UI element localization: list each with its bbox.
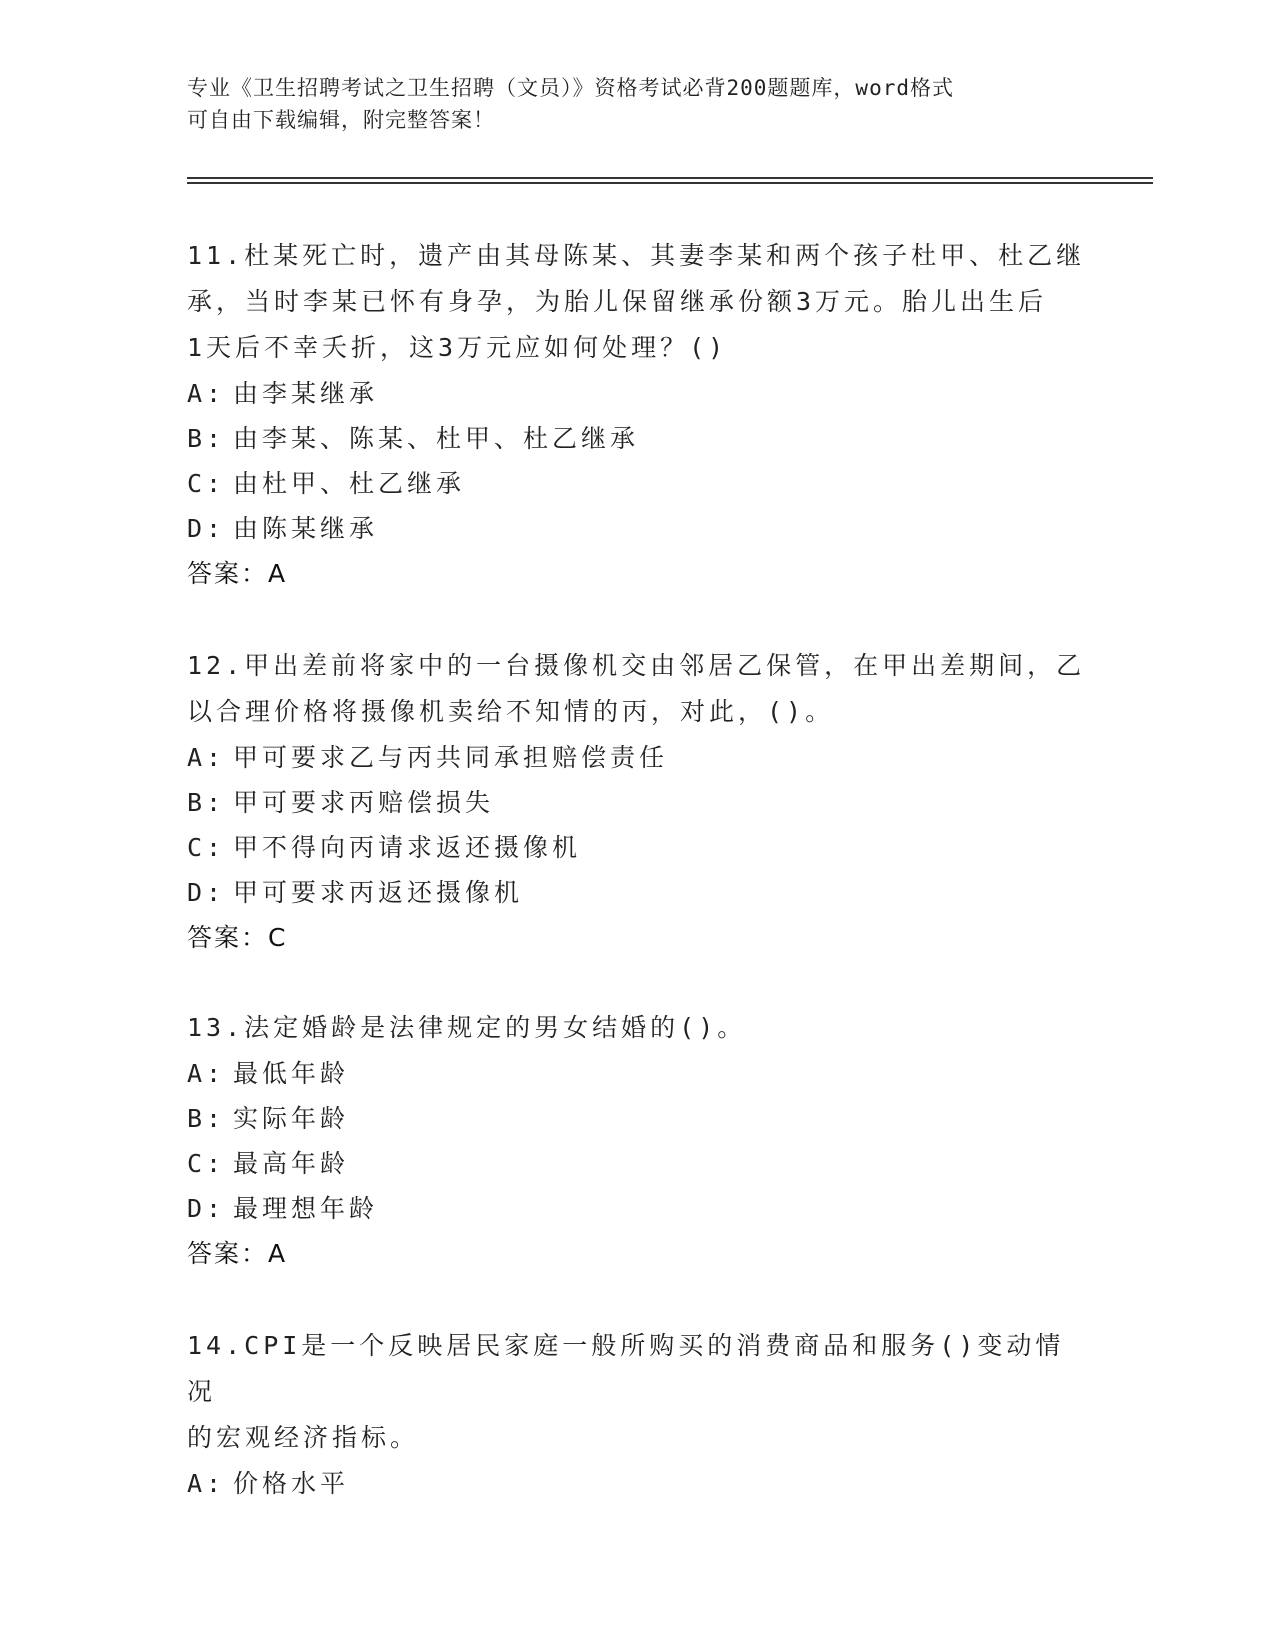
option-key: A: — [187, 743, 226, 772]
question-stem-line: 承，当时李某已怀有身孕，为胎儿保留继承份额3万元。胎儿出生后 — [187, 287, 1048, 316]
option-a — [187, 1461, 1087, 1506]
header-rule-top — [187, 177, 1153, 179]
option-key: C: — [187, 1149, 226, 1178]
option-key: D: — [187, 514, 226, 543]
option-b — [187, 416, 1087, 461]
option-d — [187, 506, 1087, 551]
option-text: 价格水平 — [233, 1469, 350, 1498]
question-stem-line: 12.甲出差前将家中的一台摄像机交由邻居乙保管，在甲出差期间，乙 — [187, 651, 1086, 680]
option-text: 由李某继承 — [233, 379, 379, 408]
option-text: 甲可要求丙赔偿损失 — [233, 788, 495, 817]
question-stem-line: 1天后不幸夭折，这3万元应如何处理？() — [187, 333, 728, 362]
option-key: A: — [187, 1059, 226, 1088]
option-key: C: — [187, 833, 226, 862]
option-c — [187, 1141, 1087, 1186]
option-c — [187, 825, 1087, 870]
option-d — [187, 870, 1087, 915]
option-a — [187, 371, 1087, 416]
option-key: B: — [187, 424, 226, 453]
option-text: 最低年龄 — [233, 1059, 350, 1088]
option-text: 由陈某继承 — [233, 514, 379, 543]
question-14 — [187, 1323, 1087, 1506]
option-key: A: — [187, 379, 226, 408]
answer-line: 答案：A — [187, 1239, 288, 1268]
question-stem-line: 13.法定婚龄是法律规定的男女结婚的()。 — [187, 1013, 747, 1042]
option-text: 甲可要求乙与丙共同承担赔偿责任 — [233, 743, 669, 772]
option-a — [187, 1051, 1087, 1096]
option-a — [187, 735, 1087, 780]
option-text: 甲可要求丙返还摄像机 — [233, 878, 524, 907]
question-12 — [187, 643, 1087, 961]
option-key: D: — [187, 1194, 226, 1223]
option-text: 甲不得向丙请求返还摄像机 — [233, 833, 582, 862]
option-key: C: — [187, 469, 226, 498]
option-text: 最理想年龄 — [233, 1194, 379, 1223]
option-text: 最高年龄 — [233, 1149, 350, 1178]
option-d — [187, 1186, 1087, 1231]
header-line-2: 可自由下载编辑，附完整答案！ — [187, 108, 495, 132]
document-header — [187, 72, 1067, 136]
question-13 — [187, 1005, 1087, 1277]
question-stem-line: 以合理价格将摄像机卖给不知情的丙，对此，()。 — [187, 697, 835, 726]
answer-line: 答案：C — [187, 923, 288, 952]
option-key: B: — [187, 1104, 226, 1133]
question-stem-line: 11.杜某死亡时，遗产由其母陈某、其妻李某和两个孩子杜甲、杜乙继 — [187, 241, 1086, 270]
question-stem-line: 的宏观经济指标。 — [187, 1423, 420, 1452]
header-rule-bottom — [187, 182, 1153, 184]
question-stem-line: 14.CPI是一个反映居民家庭一般所购买的消费商品和服务()变动情况 — [187, 1331, 1065, 1406]
option-b — [187, 780, 1087, 825]
option-key: D: — [187, 878, 226, 907]
question-11 — [187, 233, 1087, 597]
option-key: A: — [187, 1469, 226, 1498]
option-c — [187, 461, 1087, 506]
option-text: 实际年龄 — [233, 1104, 350, 1133]
option-text: 由杜甲、杜乙继承 — [233, 469, 466, 498]
option-key: B: — [187, 788, 226, 817]
header-line-1: 专业《卫生招聘考试之卫生招聘（文员）》资格考试必背200题题库，word格式 — [187, 76, 954, 100]
option-text: 由李某、陈某、杜甲、杜乙继承 — [233, 424, 640, 453]
answer-line: 答案：A — [187, 559, 288, 588]
option-b — [187, 1096, 1087, 1141]
